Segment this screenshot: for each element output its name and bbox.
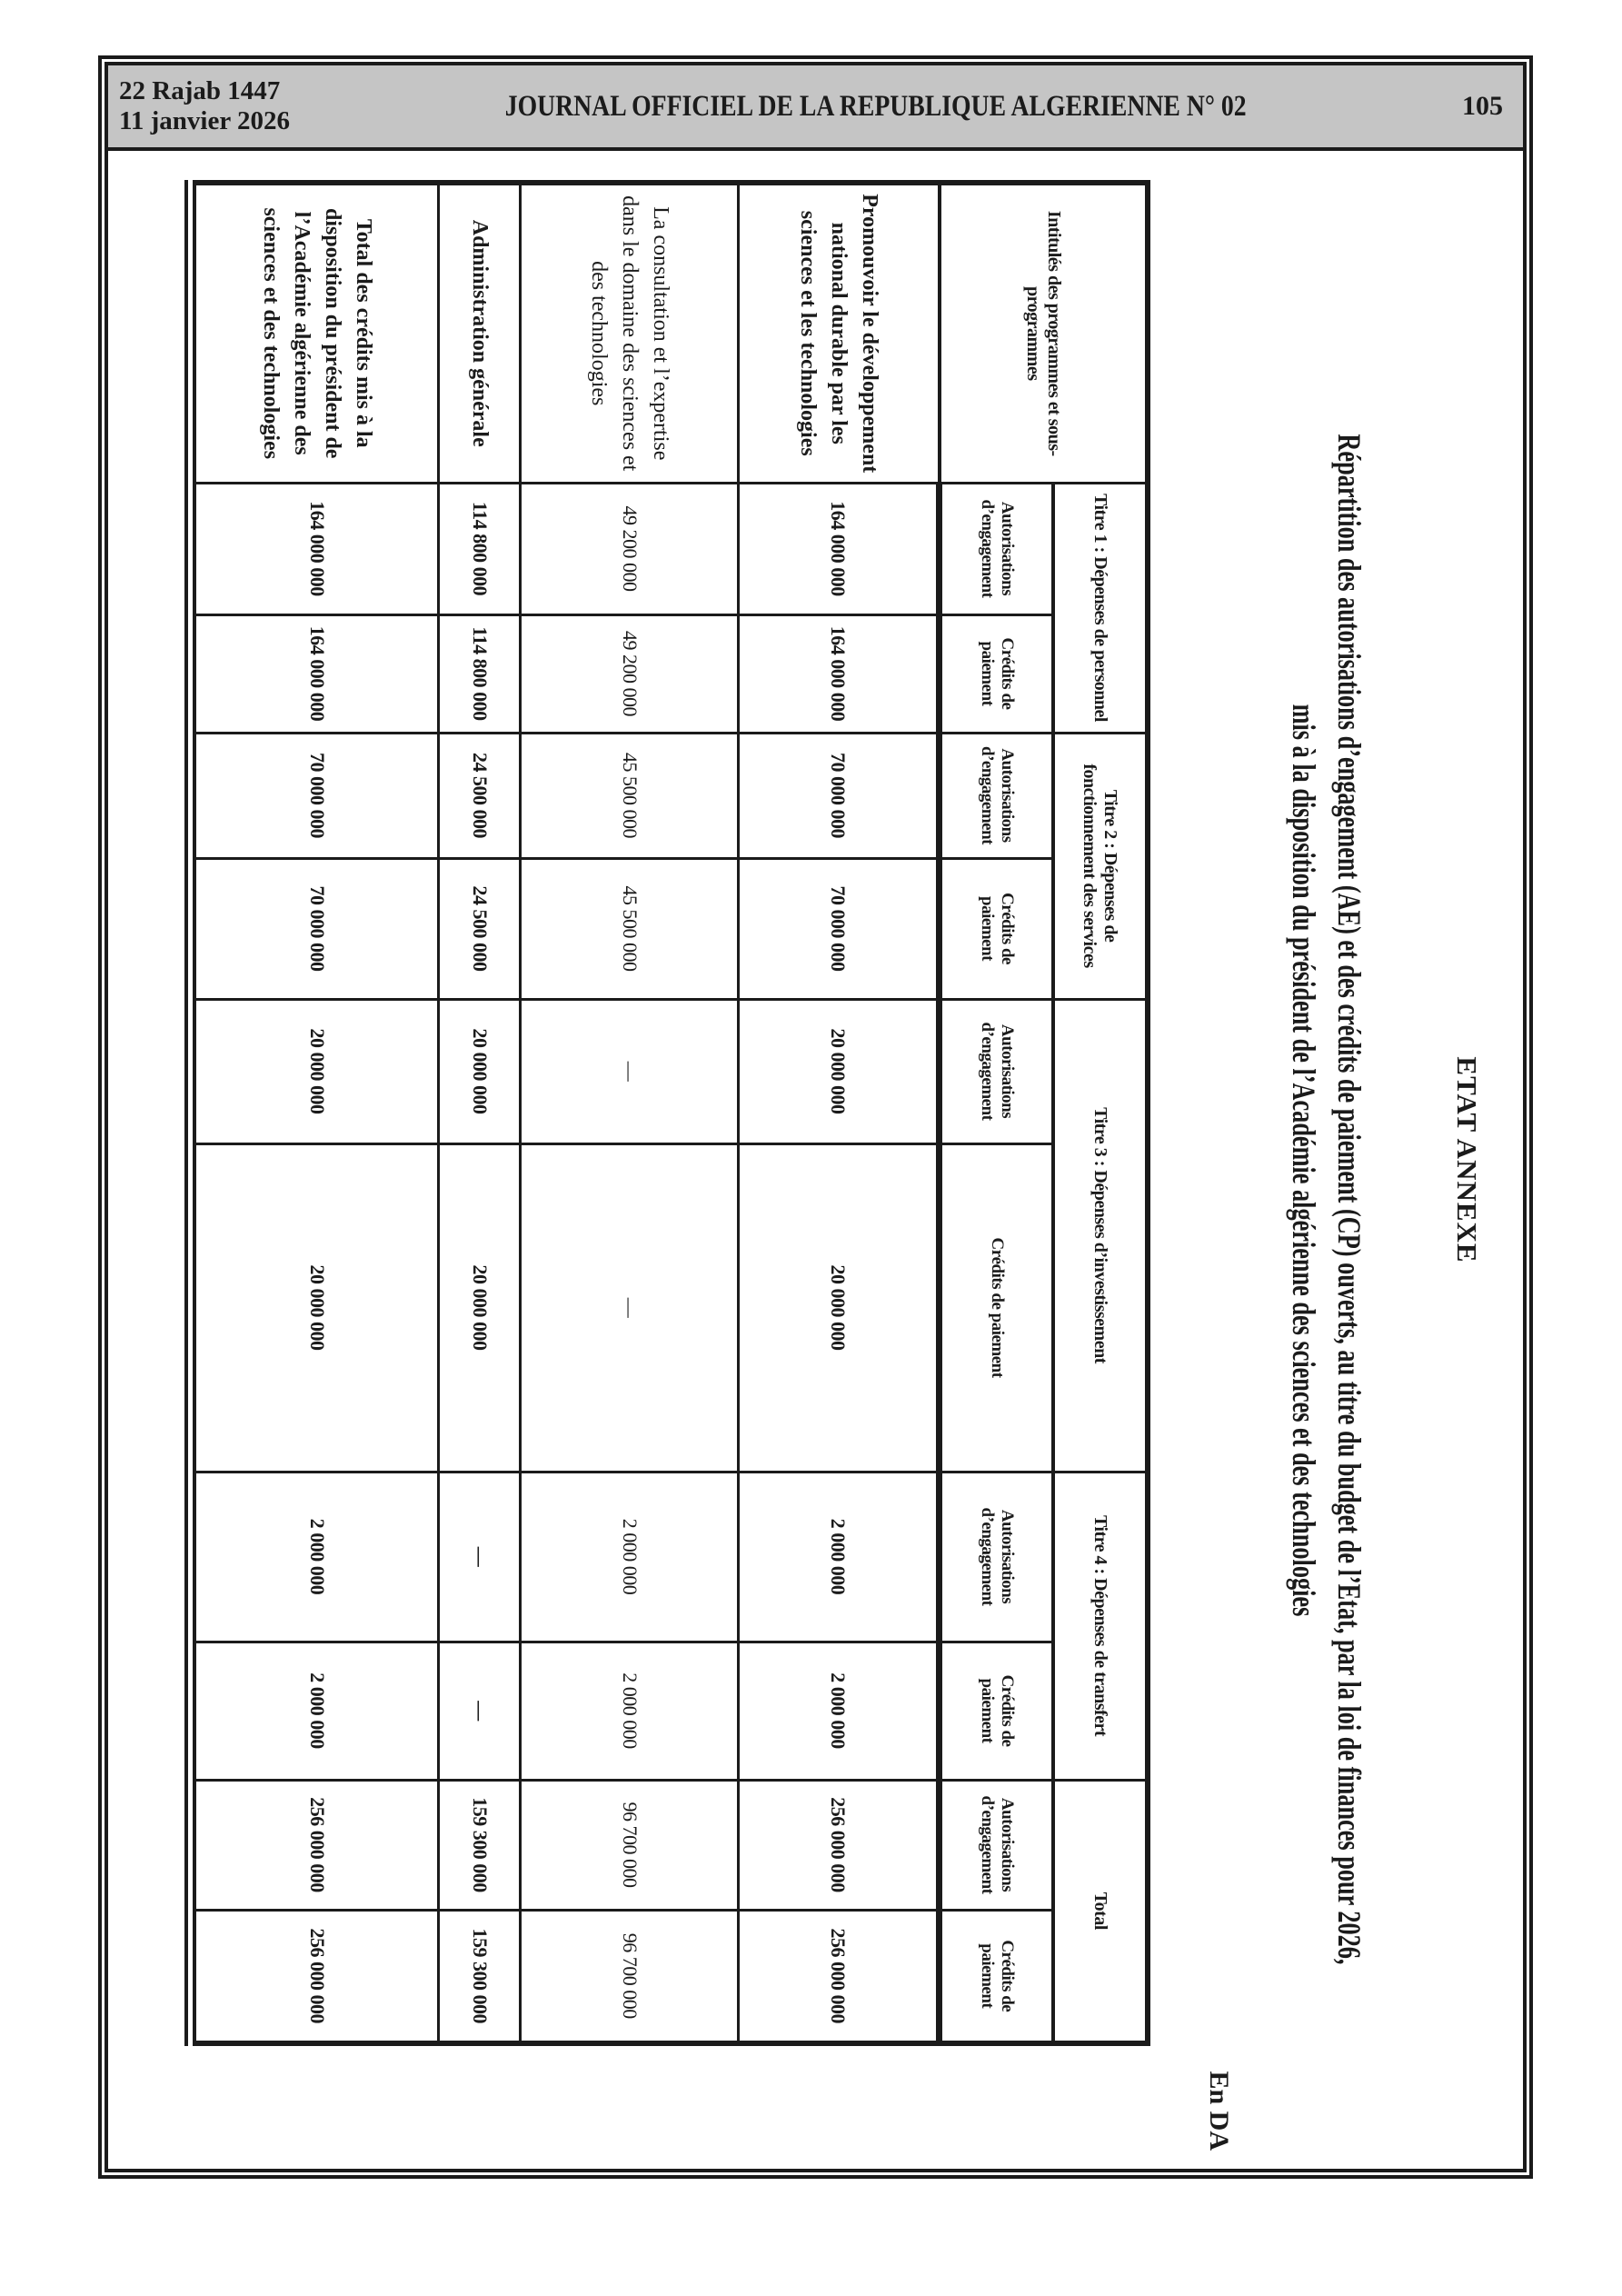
value-cell: 20 000 000: [191, 1143, 439, 1472]
value-cell: 2 000 000: [191, 1642, 439, 1780]
subcol-t4-ae: Autorisations d’engagement: [940, 1472, 1053, 1642]
value-cell: 20 000 000: [439, 1143, 521, 1472]
value-cell: 70 000 000: [191, 858, 439, 999]
row-label: Administration générale: [439, 183, 521, 483]
value-cell: 70 000 000: [739, 733, 940, 858]
value-cell: —: [439, 1472, 521, 1642]
page-number: 105: [1462, 91, 1503, 121]
value-cell: 96 700 000: [521, 1780, 739, 1910]
value-cell: 20 000 000: [439, 999, 521, 1143]
value-cell: 20 000 000: [739, 999, 940, 1143]
value-cell: 114 800 000: [439, 614, 521, 733]
value-cell: 114 800 000: [439, 483, 521, 614]
value-cell: 159 300 000: [439, 1910, 521, 2043]
row-label: Promouvoir le développement national durable par les sciences et les technologies: [739, 183, 940, 483]
value-cell: 70 000 000: [739, 858, 940, 999]
subcol-t3-ae: Autorisations d’engagement: [940, 999, 1053, 1143]
annex-title-line1: Répartition des autorisations d’engagement (AE) et des crédits de paiement (CP) ouverts, au titre du budget de l’Etat, par la loi de finances pour 2026,: [1331, 434, 1368, 1965]
value-cell: 164 000 000: [191, 483, 439, 614]
value-cell: 256 000 000: [191, 1780, 439, 1910]
value-cell: 2 000 000: [739, 1642, 940, 1780]
row-label: Total des crédits mis à la disposition du président de l’Académie algérienne des sciences et des technologies: [191, 183, 439, 483]
page-frame-outer: [98, 55, 1533, 2179]
value-cell: 45 500 000: [521, 858, 739, 999]
value-cell: 164 000 000: [739, 483, 940, 614]
value-cell: 70 000 000: [191, 733, 439, 858]
col-group-titre4: Titre 4 : Dépenses de transfert: [1053, 1472, 1148, 1780]
value-cell: 159 300 000: [439, 1780, 521, 1910]
value-cell: 96 700 000: [521, 1910, 739, 2043]
value-cell: 2 000 000: [521, 1472, 739, 1642]
col-group-titre1: Titre 1 : Dépenses de personnel: [1053, 483, 1148, 733]
table-row-subprogram-administration: [439, 183, 521, 2043]
subcol-total-cp: Crédits de paiement: [940, 1910, 1053, 2043]
value-cell: 256 000 000: [739, 1910, 940, 2043]
subcol-t1-ae: Autorisations d’engagement: [940, 483, 1053, 614]
value-cell: —: [521, 999, 739, 1143]
table-header-groups: [1053, 183, 1148, 2043]
subcol-t2-cp: Crédits de paiement: [940, 858, 1053, 999]
journal-title: JOURNAL OFFICIEL DE LA REPUBLIQUE ALGERIENNE N° 02: [505, 89, 1247, 123]
value-cell: 49 200 000: [521, 614, 739, 733]
value-cell: 24 500 000: [439, 858, 521, 999]
masthead: [108, 65, 1523, 151]
annex-title: [1281, 151, 1372, 2169]
value-cell: 2 000 000: [521, 1642, 739, 1780]
masthead-date-gregorian: 11 janvier 2026: [119, 106, 290, 135]
rotated-annex-block: [108, 151, 1523, 2169]
value-cell: 24 500 000: [439, 733, 521, 858]
value-cell: 2 000 000: [739, 1472, 940, 1642]
value-cell: 2 000 000: [191, 1472, 439, 1642]
table-row-program: [739, 183, 940, 2043]
value-cell: 20 000 000: [739, 1143, 940, 1472]
table-row-subprogram-consultation: [521, 183, 739, 2043]
currency-note: En DA: [1204, 2071, 1234, 2151]
masthead-date-hijri: 22 Rajab 1447: [119, 76, 281, 105]
subcol-t1-cp: Crédits de paiement: [940, 614, 1053, 733]
etat-annexe-heading: ETAT ANNEXE: [1451, 1056, 1483, 1263]
masthead-dates: [108, 76, 290, 136]
value-cell: 256 000 000: [739, 1780, 940, 1910]
value-cell: 256 000 000: [191, 1910, 439, 2043]
table-row-total: [191, 183, 439, 2043]
col-header-intitules: Intitulés des programmes et sous-programmes: [940, 183, 1148, 483]
masthead-title-wrap: [290, 90, 1462, 124]
subcol-total-ae: Autorisations d’engagement: [940, 1780, 1053, 1910]
col-group-titre2: Titre 2 : Dépenses de fonctionnement des services: [1053, 733, 1148, 999]
page-frame-inner: [104, 62, 1527, 2172]
subcol-t3-cp: Crédits de paiement: [940, 1143, 1053, 1472]
annex-title-line2: mis à la disposition du président de l’Académie algérienne des sciences et des technologies: [1286, 704, 1322, 1616]
value-cell: 45 500 000: [521, 733, 739, 858]
value-cell: 20 000 000: [191, 999, 439, 1143]
value-cell: 49 200 000: [521, 483, 739, 614]
row-label: La consultation et l’expertise dans le domaine des sciences et des technologies: [521, 183, 739, 483]
col-group-total: Total: [1053, 1780, 1148, 2043]
col-group-titre3: Titre 3 : Dépenses d’investissement: [1053, 999, 1148, 1472]
subcol-t4-cp: Crédits de paiement: [940, 1642, 1053, 1780]
subcol-t2-ae: Autorisations d’engagement: [940, 733, 1053, 858]
value-cell: —: [521, 1143, 739, 1472]
value-cell: —: [439, 1642, 521, 1780]
value-cell: 164 000 000: [191, 614, 439, 733]
budget-table: [185, 180, 1151, 2046]
value-cell: 164 000 000: [739, 614, 940, 733]
